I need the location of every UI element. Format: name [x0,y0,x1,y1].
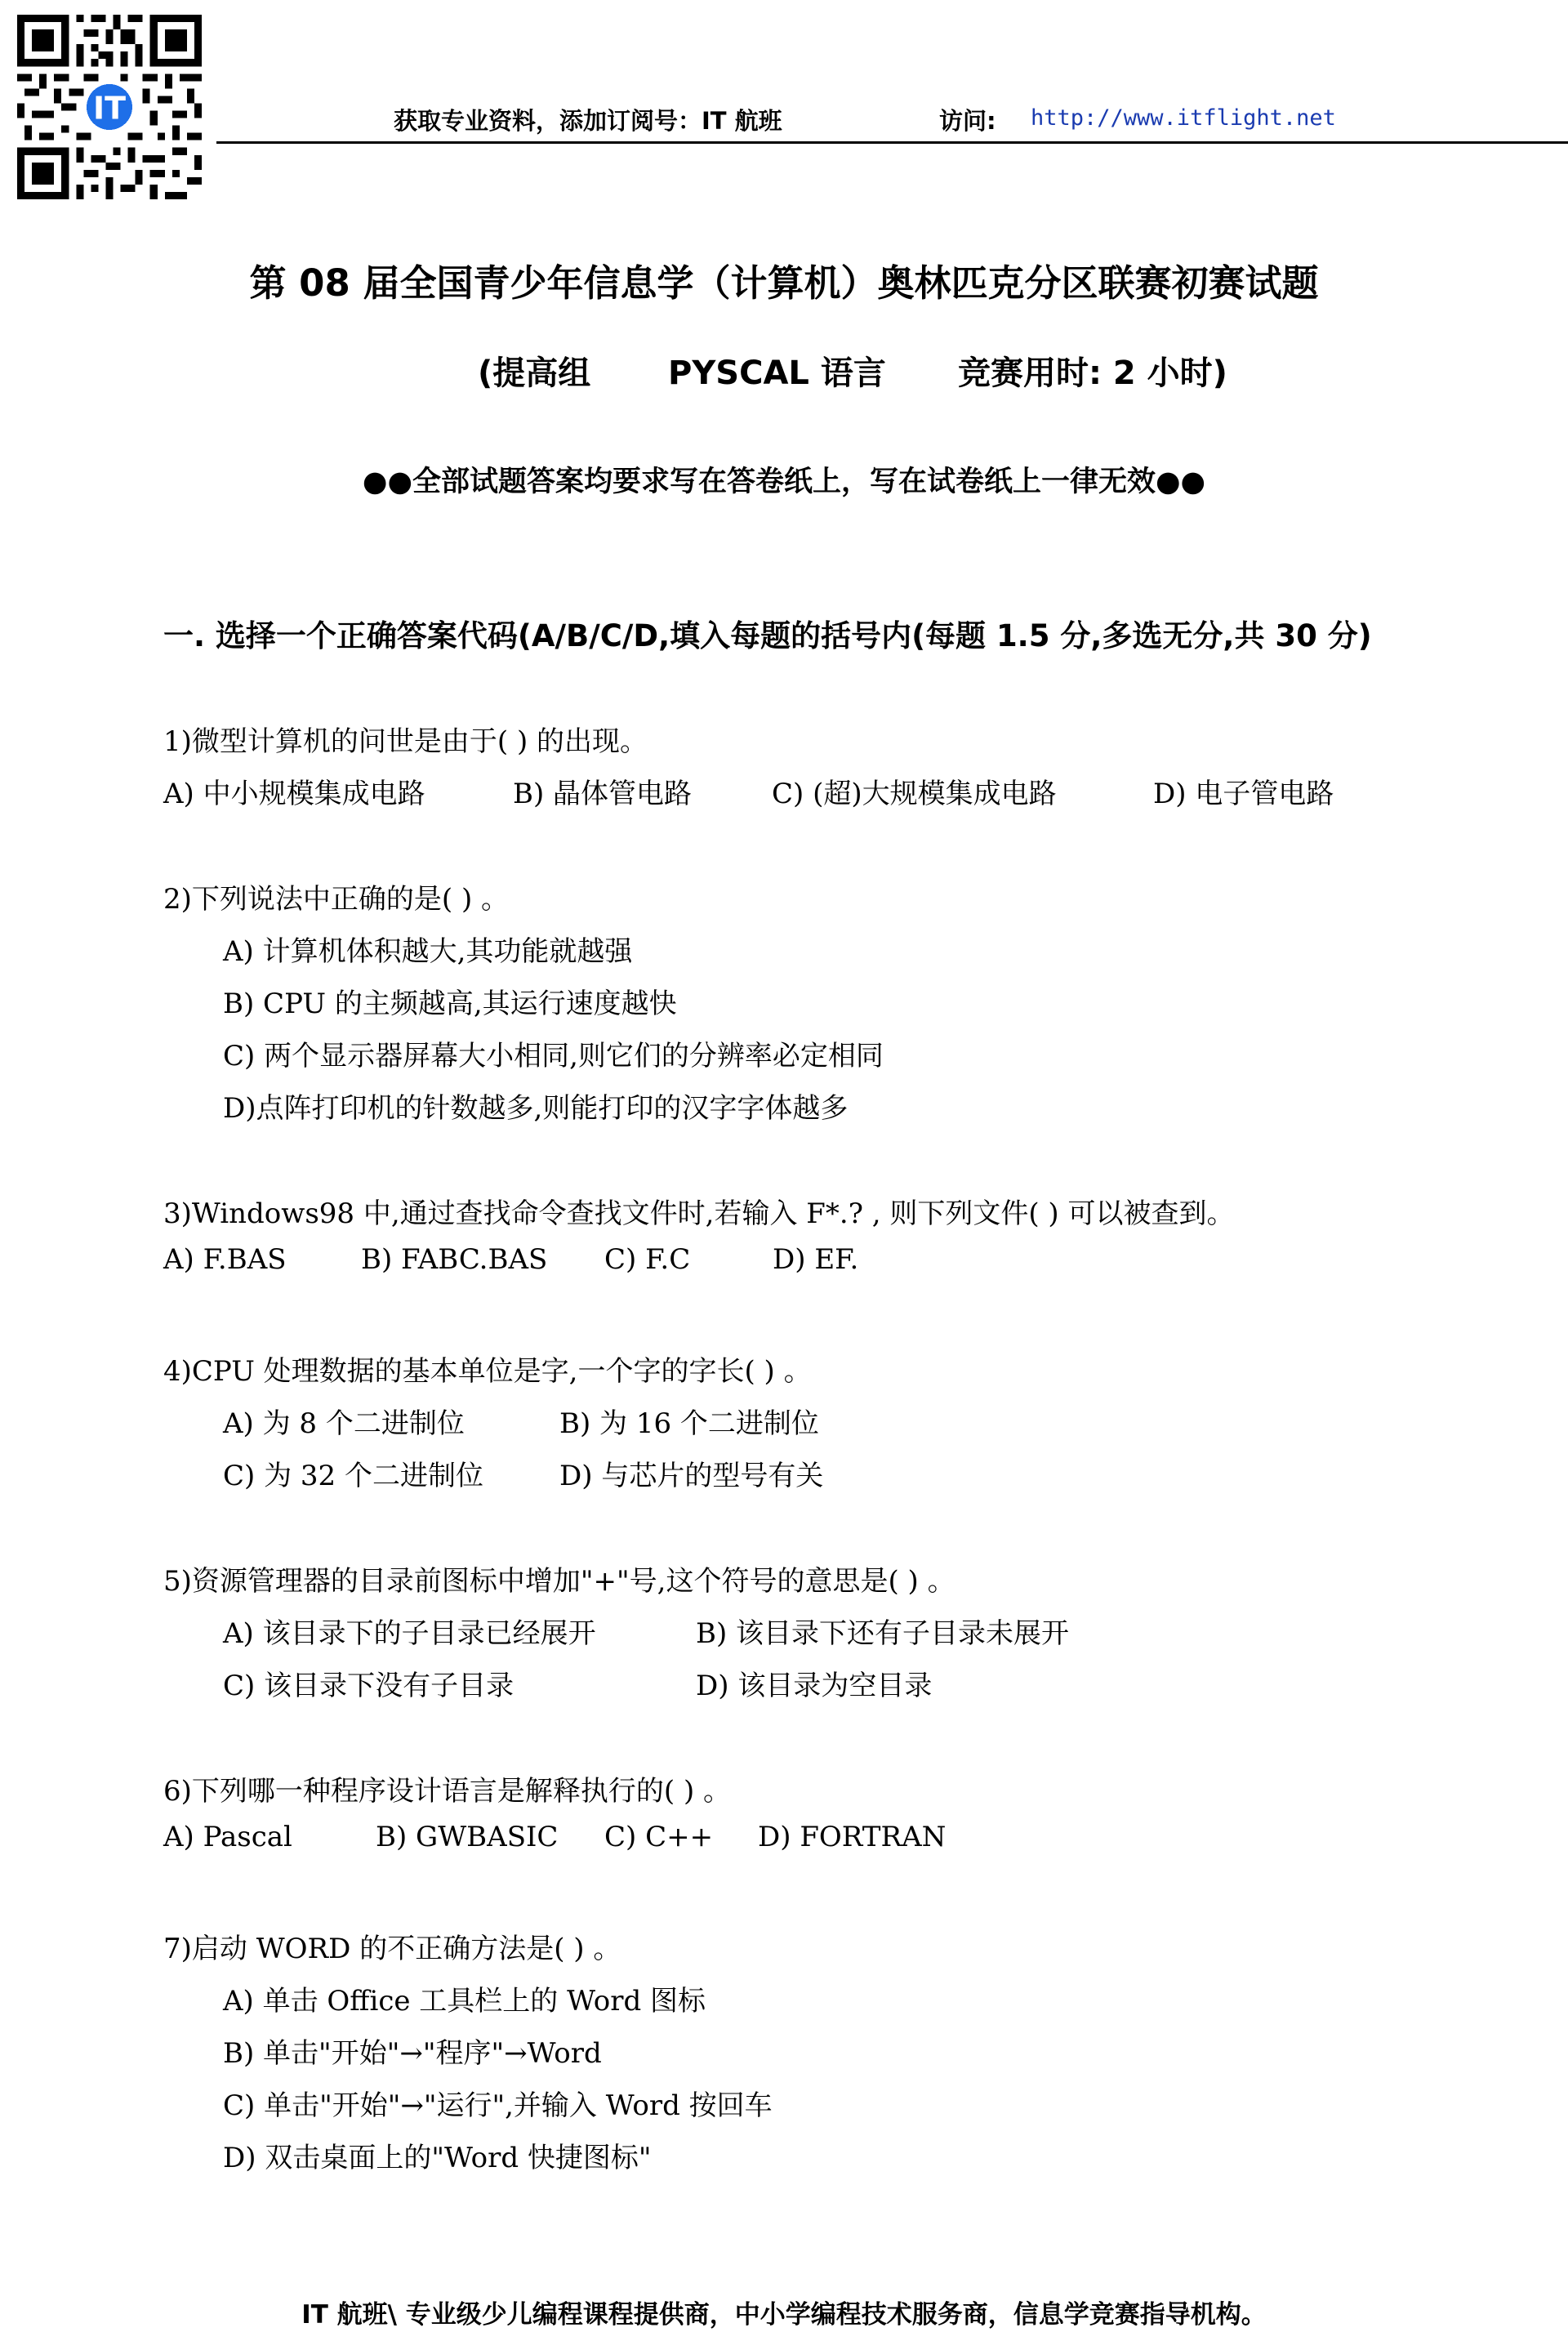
question-5-option-c: C) 该目录下没有子目录 [223,1670,514,1702]
question-6-stem: 6)下列哪一种程序设计语言是解释执行的( ) 。 [163,1775,732,1808]
question-1-option-a: A) 中小规模集成电路 [163,778,425,810]
subtitle-time: 竞赛用时: 2 小时) [958,354,1227,392]
question-2-option-c: C) 两个显示器屏幕大小相同,则它们的分辨率必定相同 [223,1040,884,1072]
question-1-option-b: B) 晶体管电路 [513,778,693,810]
qr-logo-text: IT [92,90,127,127]
qr-code [15,15,204,199]
question-5-stem: 5)资源管理器的目录前图标中增加"+"号,这个符号的意思是( ) 。 [163,1565,956,1598]
question-6-option-d: D) FORTRAN [758,1821,947,1853]
question-3-option-d: D) EF. [773,1243,859,1276]
footer-text: IT 航班\ 专业级少儿编程课程提供商，中小学编程技术服务商，信息学竞赛指导机构。 [301,2300,1267,2330]
question-7-stem: 7)启动 WORD 的不正确方法是( ) 。 [163,1933,621,1965]
question-7-option-c: C) 单击"开始"→"运行",并输入 Word 按回车 [223,2089,773,2122]
question-3-stem: 3)Windows98 中,通过查找命令查找文件时,若输入 F*.? , 则下列文件( ) 可以被查到。 [163,1197,1235,1230]
question-2-option-d: D)点阵打印机的针数越多,则能打印的汉字字体越多 [223,1092,849,1125]
question-6-option-b: B) GWBASIC [376,1821,559,1853]
question-2-stem: 2)下列说法中正确的是( ) 。 [163,883,510,916]
header-divider [216,141,1568,144]
answer-notice: ●●全部试题答案均要求写在答卷纸上，写在试卷纸上一律无效●● [362,466,1206,498]
question-5-option-b: B) 该目录下还有子目录未展开 [696,1617,1070,1650]
question-3-option-b: B) FABC.BAS [361,1243,548,1276]
question-2-option-a: A) 计算机体积越大,其功能就越强 [223,935,633,968]
question-1-option-d: D) 电子管电路 [1153,778,1334,810]
question-4-option-d: D) 与芯片的型号有关 [559,1460,824,1492]
question-7-option-d: D) 双击桌面上的"Word 快捷图标" [223,2142,652,2174]
exam-title: 第 08 届全国青少年信息学（计算机）奥林匹克分区联赛初赛试题 [249,261,1319,305]
header-visit-label: 访问: [939,107,996,135]
subtitle-group: (提高组 [478,354,591,392]
question-7-option-a: A) 单击 Office 工具栏上的 Word 图标 [223,1985,706,2018]
subtitle-language: PYSCAL 语言 [668,354,886,392]
question-1-stem: 1)微型计算机的问世是由于( ) 的出现。 [163,725,648,758]
section-heading: 一. 选择一个正确答案代码(A/B/C/D,填入每题的括号内(每题 1.5 分,多选无分,共 30 分) [163,618,1372,653]
question-6-option-c: C) C++ [604,1821,714,1853]
header-url-link[interactable]: http://www.itflight.net [1031,105,1336,131]
question-7-option-b: B) 单击"开始"→"程序"→Word [223,2037,602,2070]
question-3-option-a: A) F.BAS [163,1243,287,1276]
question-1-option-c: C) (超)大规模集成电路 [772,778,1057,810]
question-4-stem: 4)CPU 处理数据的基本单位是字,一个字的字长( ) 。 [163,1355,812,1388]
question-5-option-a: A) 该目录下的子目录已经展开 [223,1617,596,1650]
question-2-option-b: B) CPU 的主频越高,其运行速度越快 [223,988,677,1020]
question-4-option-c: C) 为 32 个二进制位 [223,1460,483,1492]
question-4-option-b: B) 为 16 个二进制位 [559,1407,819,1440]
question-3-option-c: C) F.C [604,1243,691,1276]
header-tagline: 获取专业资料，添加订阅号：IT 航班 [394,107,782,135]
question-4-option-a: A) 为 8 个二进制位 [223,1407,465,1440]
question-6-option-a: A) Pascal [163,1821,292,1853]
question-5-option-d: D) 该目录为空目录 [696,1670,933,1702]
